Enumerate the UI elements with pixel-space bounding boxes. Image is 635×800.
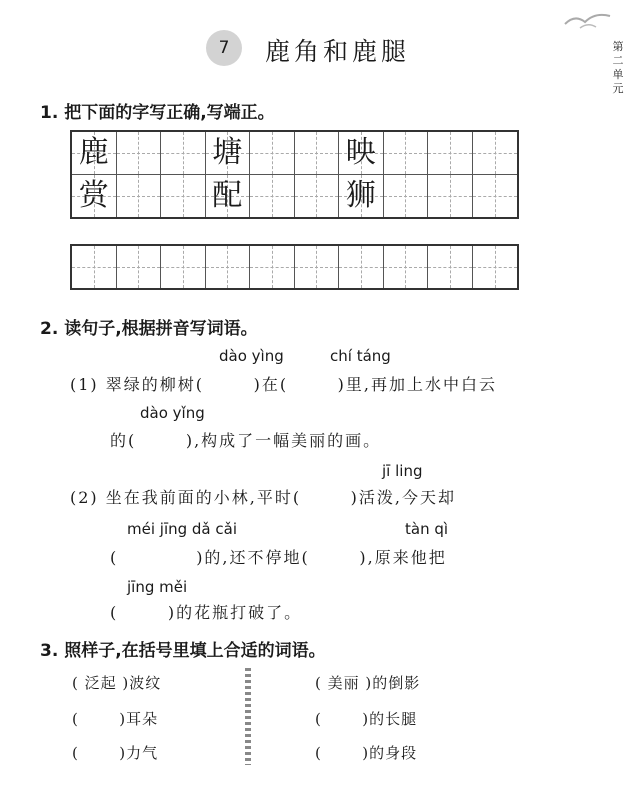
grid-cell[interactable] — [161, 175, 206, 217]
grid-cell[interactable] — [117, 132, 162, 174]
grid-cell[interactable] — [161, 132, 206, 174]
phrase-right-2[interactable]: ( )的长腿 — [315, 710, 418, 728]
grid-cell[interactable] — [339, 175, 384, 217]
grid-cell[interactable] — [428, 175, 473, 217]
pinyin-jingmei: jīng měi — [127, 578, 188, 596]
bird-decoration-icon — [560, 6, 620, 32]
grid-cell[interactable] — [384, 175, 429, 217]
grid-cell[interactable] — [428, 132, 473, 174]
sentence-1-line-2: 的( ),构成了一幅美丽的画。 — [110, 431, 382, 450]
sentence-2-line-2: ( )的,还不停地( ),原来他把 — [110, 548, 447, 567]
grid-cell[interactable] — [295, 132, 340, 174]
pinyin-daoying: dào yìng — [219, 347, 284, 365]
grid-cell[interactable] — [473, 246, 517, 288]
grid-row-1 — [72, 132, 517, 175]
phrase-left-1: ( 泛起 )波纹 — [72, 674, 162, 692]
sentence-1-line-1: (1) 翠绿的柳树( )在( )里,再加上水中白云 — [70, 375, 498, 394]
grid-cell[interactable] — [295, 246, 340, 288]
grid-cell[interactable] — [339, 132, 384, 174]
grid-cell[interactable] — [295, 175, 340, 217]
grid-cell[interactable] — [250, 175, 295, 217]
grid-cell[interactable] — [206, 246, 251, 288]
grid-row-2 — [72, 175, 517, 217]
grid-cell[interactable] — [72, 132, 117, 174]
grid-cell[interactable] — [250, 246, 295, 288]
grid-cell[interactable] — [428, 246, 473, 288]
q3-heading: 3. 照样子,在括号里填上合适的词语。 — [40, 641, 326, 661]
model-char: 塘 — [212, 135, 243, 170]
grid-cell[interactable] — [473, 132, 517, 174]
sentence-2-line-1: (2) 坐在我前面的小林,平时( )活泼,今天却 — [70, 488, 457, 507]
q2-heading: 2. 读句子,根据拼音写词语。 — [40, 319, 258, 339]
lesson-title: 鹿角和鹿腿 — [265, 37, 411, 66]
lesson-number-badge: 7 — [206, 30, 242, 66]
sentence-2-line-3: ( )的花瓶打破了。 — [110, 603, 303, 622]
pinyin-jiling: jī ling — [382, 462, 423, 480]
phrase-left-2[interactable]: ( )耳朵 — [72, 710, 159, 728]
model-char: 鹿 — [78, 135, 109, 170]
grid-cell[interactable] — [72, 175, 117, 217]
practice-grid-1 — [70, 130, 519, 219]
grid-cell[interactable] — [384, 132, 429, 174]
pinyin-chitang: chí táng — [330, 347, 391, 365]
pinyin-meijingdacai: méi jīng dǎ cǎi — [127, 520, 237, 538]
grid-cell[interactable] — [250, 132, 295, 174]
model-char: 狮 — [345, 178, 376, 213]
grid-cell[interactable] — [206, 175, 251, 217]
pinyin-tanqi: tàn qì — [405, 520, 449, 538]
q1-heading: 1. 把下面的字写正确,写端正。 — [40, 103, 275, 123]
model-char: 映 — [345, 135, 376, 170]
phrase-right-3[interactable]: ( )的身段 — [315, 744, 418, 762]
grid-cell[interactable] — [117, 175, 162, 217]
phrase-right-1: ( 美丽 )的倒影 — [315, 674, 421, 692]
grid-cell[interactable] — [117, 246, 162, 288]
model-char: 赏 — [78, 178, 109, 213]
pinyin-daoying-2: dào yǐng — [140, 404, 205, 422]
grid-cell[interactable] — [206, 132, 251, 174]
grid-cell[interactable] — [72, 246, 117, 288]
practice-grid-2 — [70, 244, 519, 290]
column-divider — [245, 668, 251, 765]
grid-cell[interactable] — [161, 246, 206, 288]
grid-cell[interactable] — [384, 246, 429, 288]
unit-side-tab: 第二单元 — [612, 40, 624, 95]
grid-cell[interactable] — [473, 175, 517, 217]
model-char: 配 — [212, 178, 243, 213]
phrase-left-3[interactable]: ( )力气 — [72, 744, 159, 762]
grid-cell[interactable] — [339, 246, 384, 288]
